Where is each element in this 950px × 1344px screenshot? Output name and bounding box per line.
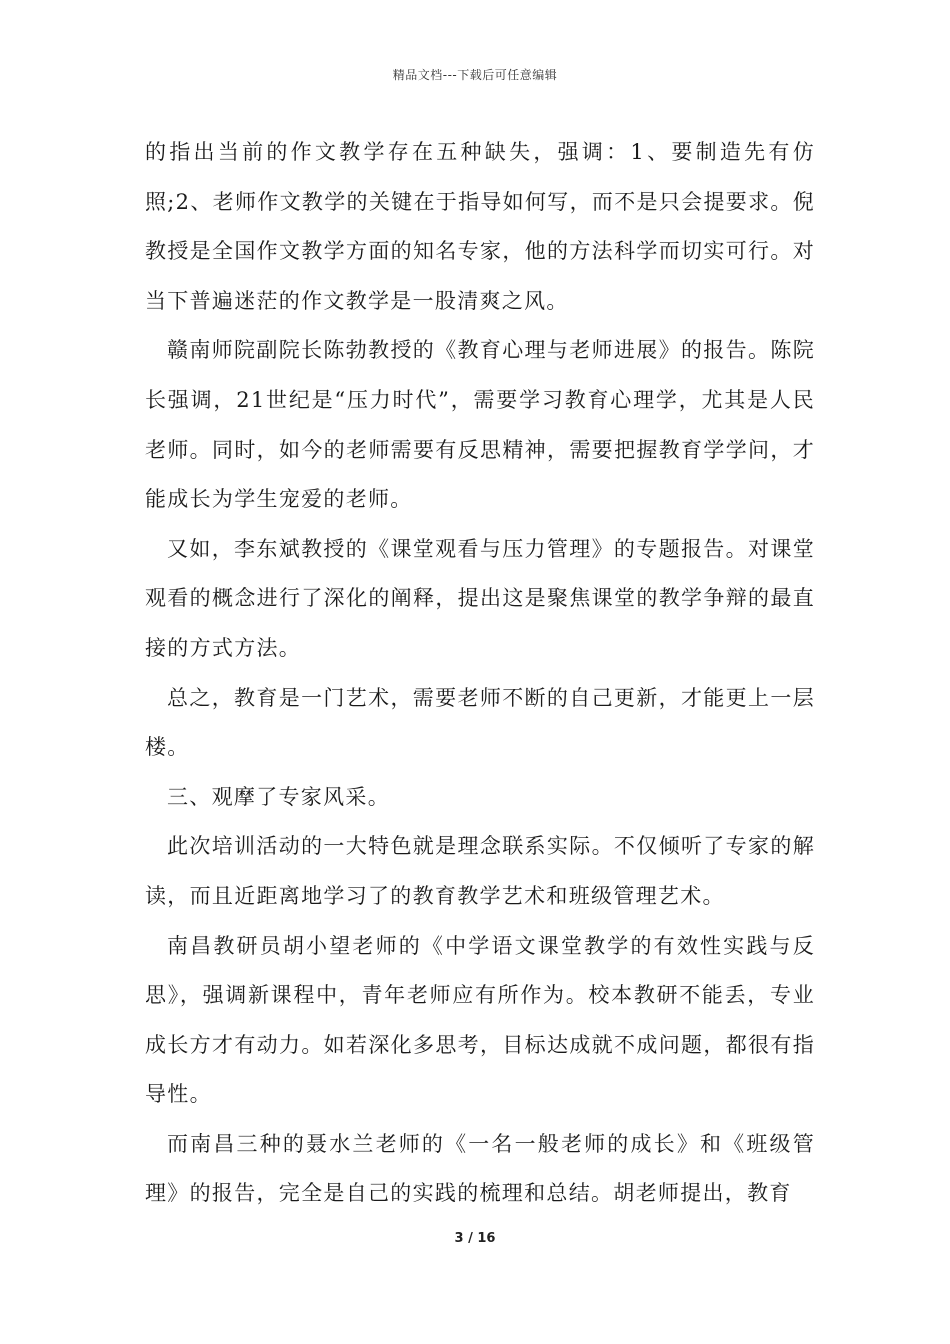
paragraph-training-feature: 此次培训活动的一大特色就是理念联系实际。不仅倾听了专家的解读，而且近距离地学习了的教育教学艺术和班级管理艺术。: [145, 834, 815, 908]
paragraph-nie-shuilan: 而南昌三种的聂水兰老师的《一名一般老师的成长》和《班级管理》的报告，完全是自己的实践的梳理和总结。胡老师提出，教育: [145, 1131, 815, 1206]
page-number: 3 / 16: [454, 1231, 496, 1246]
paragraph-summary: 总之，教育是一门艺术，需要老师不断的自己更新，才能更上一层楼。: [145, 685, 815, 760]
section-heading-observation: 三、观摩了专家风采。: [167, 784, 390, 809]
document-body: [145, 128, 815, 1219]
paragraph-hu-xiaowang: 南昌教研员胡小望老师的《中学语文课堂教学的有效性实践与反思》，强调新课程中，青年老师应有所作为。校本教研不能丢，专业成长方才有动力。如若深化多思考，目标达成就不成问题，都很有指导性。: [145, 933, 815, 1107]
paragraph-li-dongbin-report: 又如，李东斌教授的《课堂观看与压力管理》的专题报告。对课堂观看的概念进行了深化的阐释，提出这是聚焦课堂的教学争辩的最直接的方式方法。: [145, 536, 815, 660]
paragraph-chen-bo-report: 赣南师院副院长陈勃教授的《教育心理与老师进展》的报告。陈院长强调，21世纪是“压力时代”，需要学习教育心理学，尤其是人民老师。同时，如今的老师需要有反思精神，需要把握教育学学问，才能成长为学生宠爱的老师。: [145, 338, 815, 512]
paragraph-continuation: 的指出当前的作文教学存在五种缺失，强调：1、要制造先有仿照;2、老师作文教学的关键在于指导如何写，而不是只会提要求。倪教授是全国作文教学方面的知名专家，他的方法科学而切实可行。对当下普遍迷茫的作文教学是一股清爽之风。: [145, 140, 815, 313]
page-header: 精品文档---下载后可任意编辑: [392, 68, 558, 82]
